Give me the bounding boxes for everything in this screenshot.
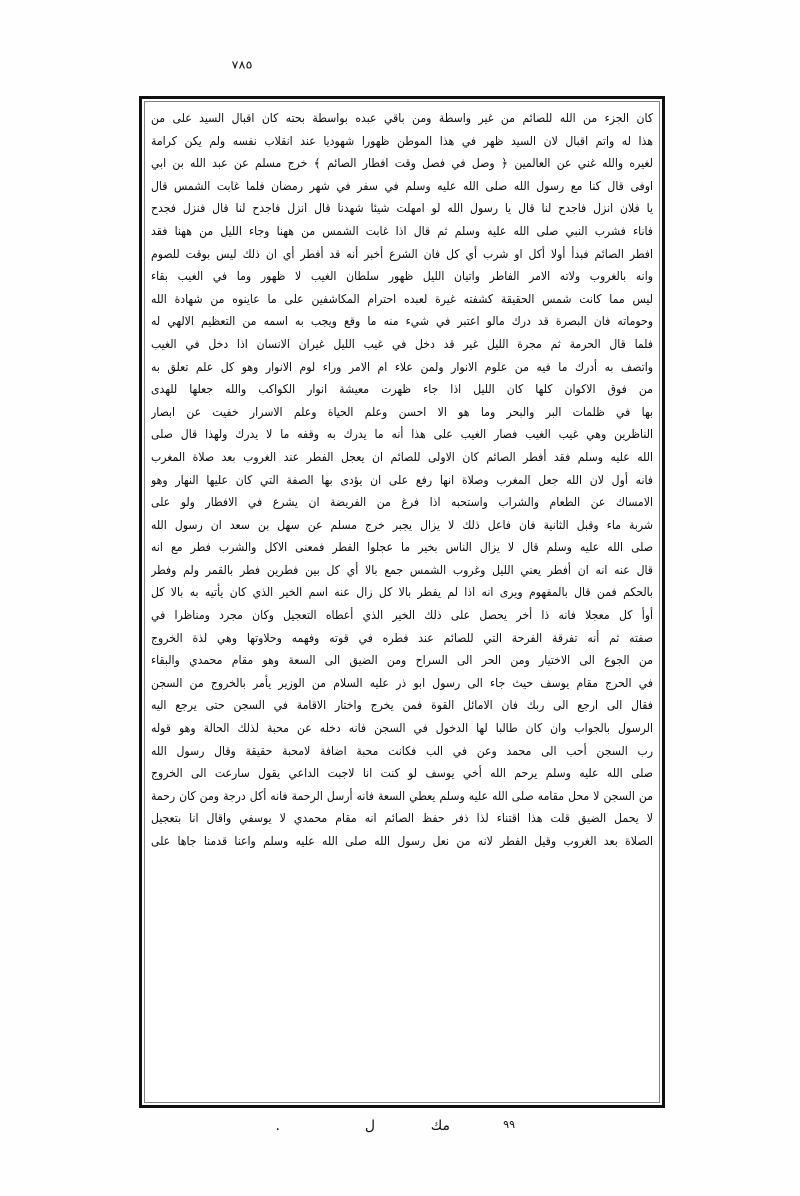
text-line: الرسول بالجواب وان كان طالبا لها الدخول في السجن فانه دخله عن محبة لذلك الحالة وهو قوله [151, 721, 653, 736]
text-line: في الحرج مقام يوسف حيث جاء الى رسول ابو ذر عليه السلام من الوزير يأمر بالخروج من السجن [151, 675, 653, 690]
text-line: فقال الى ارجع الى ربك فان الامائل القوة فمن يخرج واختار الاقامة في السجن حتى يرجع اليه [151, 698, 653, 713]
text-line: الصلاة بعد الغروب وقيل الفطر لانه من نعل رسول الله صلى الله عليه وسلم واعنا قدمنا جاها على [151, 834, 653, 848]
text-line: وانه بالغروب ولاته الامر الفاطر واتيان الليل ظهور سلطان الغيب لا ظهور وما في الغيب بقاء [151, 269, 653, 284]
text-line: الله عليه وسلم فقد أفطر الصائم كان الاولى للصائم ان يعجل الفطر عند الغروب بعد صلاة المغرب [151, 449, 653, 464]
text-line: فانه أول لان الله جعل المغرب وصلاة انها رفع على ان يؤدى بها الصفة التي كان عليها النهار وهو [151, 472, 653, 487]
catchword-mark-lam: ل [364, 1118, 375, 1134]
text-line: يا فلان انزل فاجدح لنا قال يا رسول الله لو امهلت شيئا شهدنا قال انزل فاجدح لنا قال فنزل فجدح [151, 201, 653, 216]
text-line: واتصف به أدرك ما فيه من علوم الانوار ولمن علاء ام الامر وراء لوم الانوار وهو كل علم تعلق به [151, 359, 653, 374]
text-line: هذا له واتم اقبال لان السيد ظهر في هذا الموطن ظهورا شهوديا عند انقلاب نفسه ولم يكن كرامة [151, 133, 653, 148]
text-line: كان الجزء من الله للصائم من غير واسطة ومن باقي عبده بواسطة بحته كان اقبال السيد على من [151, 111, 653, 125]
text-line: الامساك عن الطعام والشراب واستحبه اذا فرغ من الفريضة ان يشرع في الافطار ولو على [151, 495, 653, 510]
text-line: صلى الله عليه وسلم يرحم الله أخي يوسف لو كنت انا لاجبت الداعي يقول سارعت الى الخروج [151, 766, 653, 781]
text-line: الناظرين وهي غيب الغيب فصار الغيب على هذا أنه ما يدرك به وقفه ما لا يدرك ولهذا قال صلى [151, 427, 653, 442]
body-text [151, 107, 653, 1099]
page-number-value: ٧٨٥ [231, 59, 253, 72]
text-line: قال عنه انه ان أفطر يعني الليل وغروب الشمس جمع بالا أي كل بين فطرين فطر بالقمر ولم وفطر [151, 562, 653, 577]
catchword-mark-dot: . [275, 1118, 280, 1134]
text-line: وحوماته فان البصرة قد درك مالو اعتبر في شيء منه ما وقع ويجب به اسمه من التعظيم الالهي له [151, 314, 653, 329]
text-line: لغيره والله غني عن العالمين ﴿ وصل في فصل وقت افطار الصائم ﴾ خرج مسلم عن عبد الله بن ابي [151, 156, 653, 171]
text-line: لا يحمل الضيق قلت هذا اقتناء لذا ذفر حفظ الصائم انه مقام محمدي لا يوسفي واقال انا بتعجيل [151, 811, 653, 826]
text-line: بالحكم فمن قال بالمفهوم ويرى انه اذا لم يفطر بالا كل زال عنه اسم الخير الذي كان يأتيه به بالا كل [151, 585, 653, 600]
text-line: بها في ظلمات البر والبحر وما هو الا احسن وعلم الحياة وعلم الاسرار خفيت عن ابصار [151, 404, 653, 419]
text-line: صفته ثم أنه تفرقة الفرحة التي للصائم عند فطره في قوته وفهمه وحلاوتها وهي لذة الخروج [151, 630, 653, 645]
text-block-frame [139, 96, 665, 1108]
text-line: اوفى قال كنا مع رسول الله صلى الله عليه وسلم في سفر في شهر رمضان فلما غابت الشمس قال [151, 178, 653, 193]
text-line: ليس مما كانت شمس الحقيقة كشفته غيرة لعبده احترام المكاشفين على ما عاينوه من شهادة الله [151, 291, 653, 306]
text-line: أوأ كل معجلا فانه ذا أخر يحصل على ذلك الخير الذي أعطاه التعجيل وكان مجرد ومناظرا في [151, 608, 653, 623]
text-line: من السجن لا محل مقامه صلى الله عليه وسلم يعطي السعة فانه أرسل الرحمة فانه أكل درجة ومن كان رحمة [151, 788, 653, 803]
text-line: من الجوع الى الاختيار ومن الحر الى السراح ومن الضيق الى السعة وهو مقام محمدي والبقاء [151, 653, 653, 668]
catchword-mark-kaf: مك [430, 1118, 450, 1134]
footer-marks [139, 1118, 665, 1152]
text-line: صلى الله عليه وسلم قال لا يزال الناس بخير ما عجلوا الفطر فمعنى الاكل والشرب فطر مع انه [151, 540, 653, 555]
text-line: فاناء فشرب النبي صلى الله عليه وسلم ثم قال اذا غابت الشمس من ههنا وجاء الليل من ههنا فقد [151, 223, 653, 238]
quire-signature-number: ٩٩ [503, 1118, 515, 1131]
text-line: فلما قال الحرمة ثم مجرة الليل غير قد دخل في غيب الليل غيران الانسان اذا دخل في الغيب [151, 336, 653, 351]
text-line: شربة ماء وقبل الثانية فان فاعل ذلك لا يزال يجبر خرج مسلم عن سهل بن سعد ان رسول الله [151, 517, 653, 532]
quire-signature [503, 1118, 515, 1132]
text-line: من فوق الاكوان كلها كان الليل اذا جاء ظهرت معيشة انوار الكواكب والله جعلها للهدى [151, 382, 653, 397]
text-line: افطر الصائم فبدأ أولا أكل او شرب أي كل فان الشرع أخبر أنه قد أفطر أي ان ذلك ليس بوقت للصوم [151, 246, 653, 261]
text-line: رب السجن أحب الى محمد وعن في الب فكانت محبة اضافة لامحبة حقيقة وقال رسول الله [151, 743, 653, 758]
page-number [0, 58, 800, 73]
